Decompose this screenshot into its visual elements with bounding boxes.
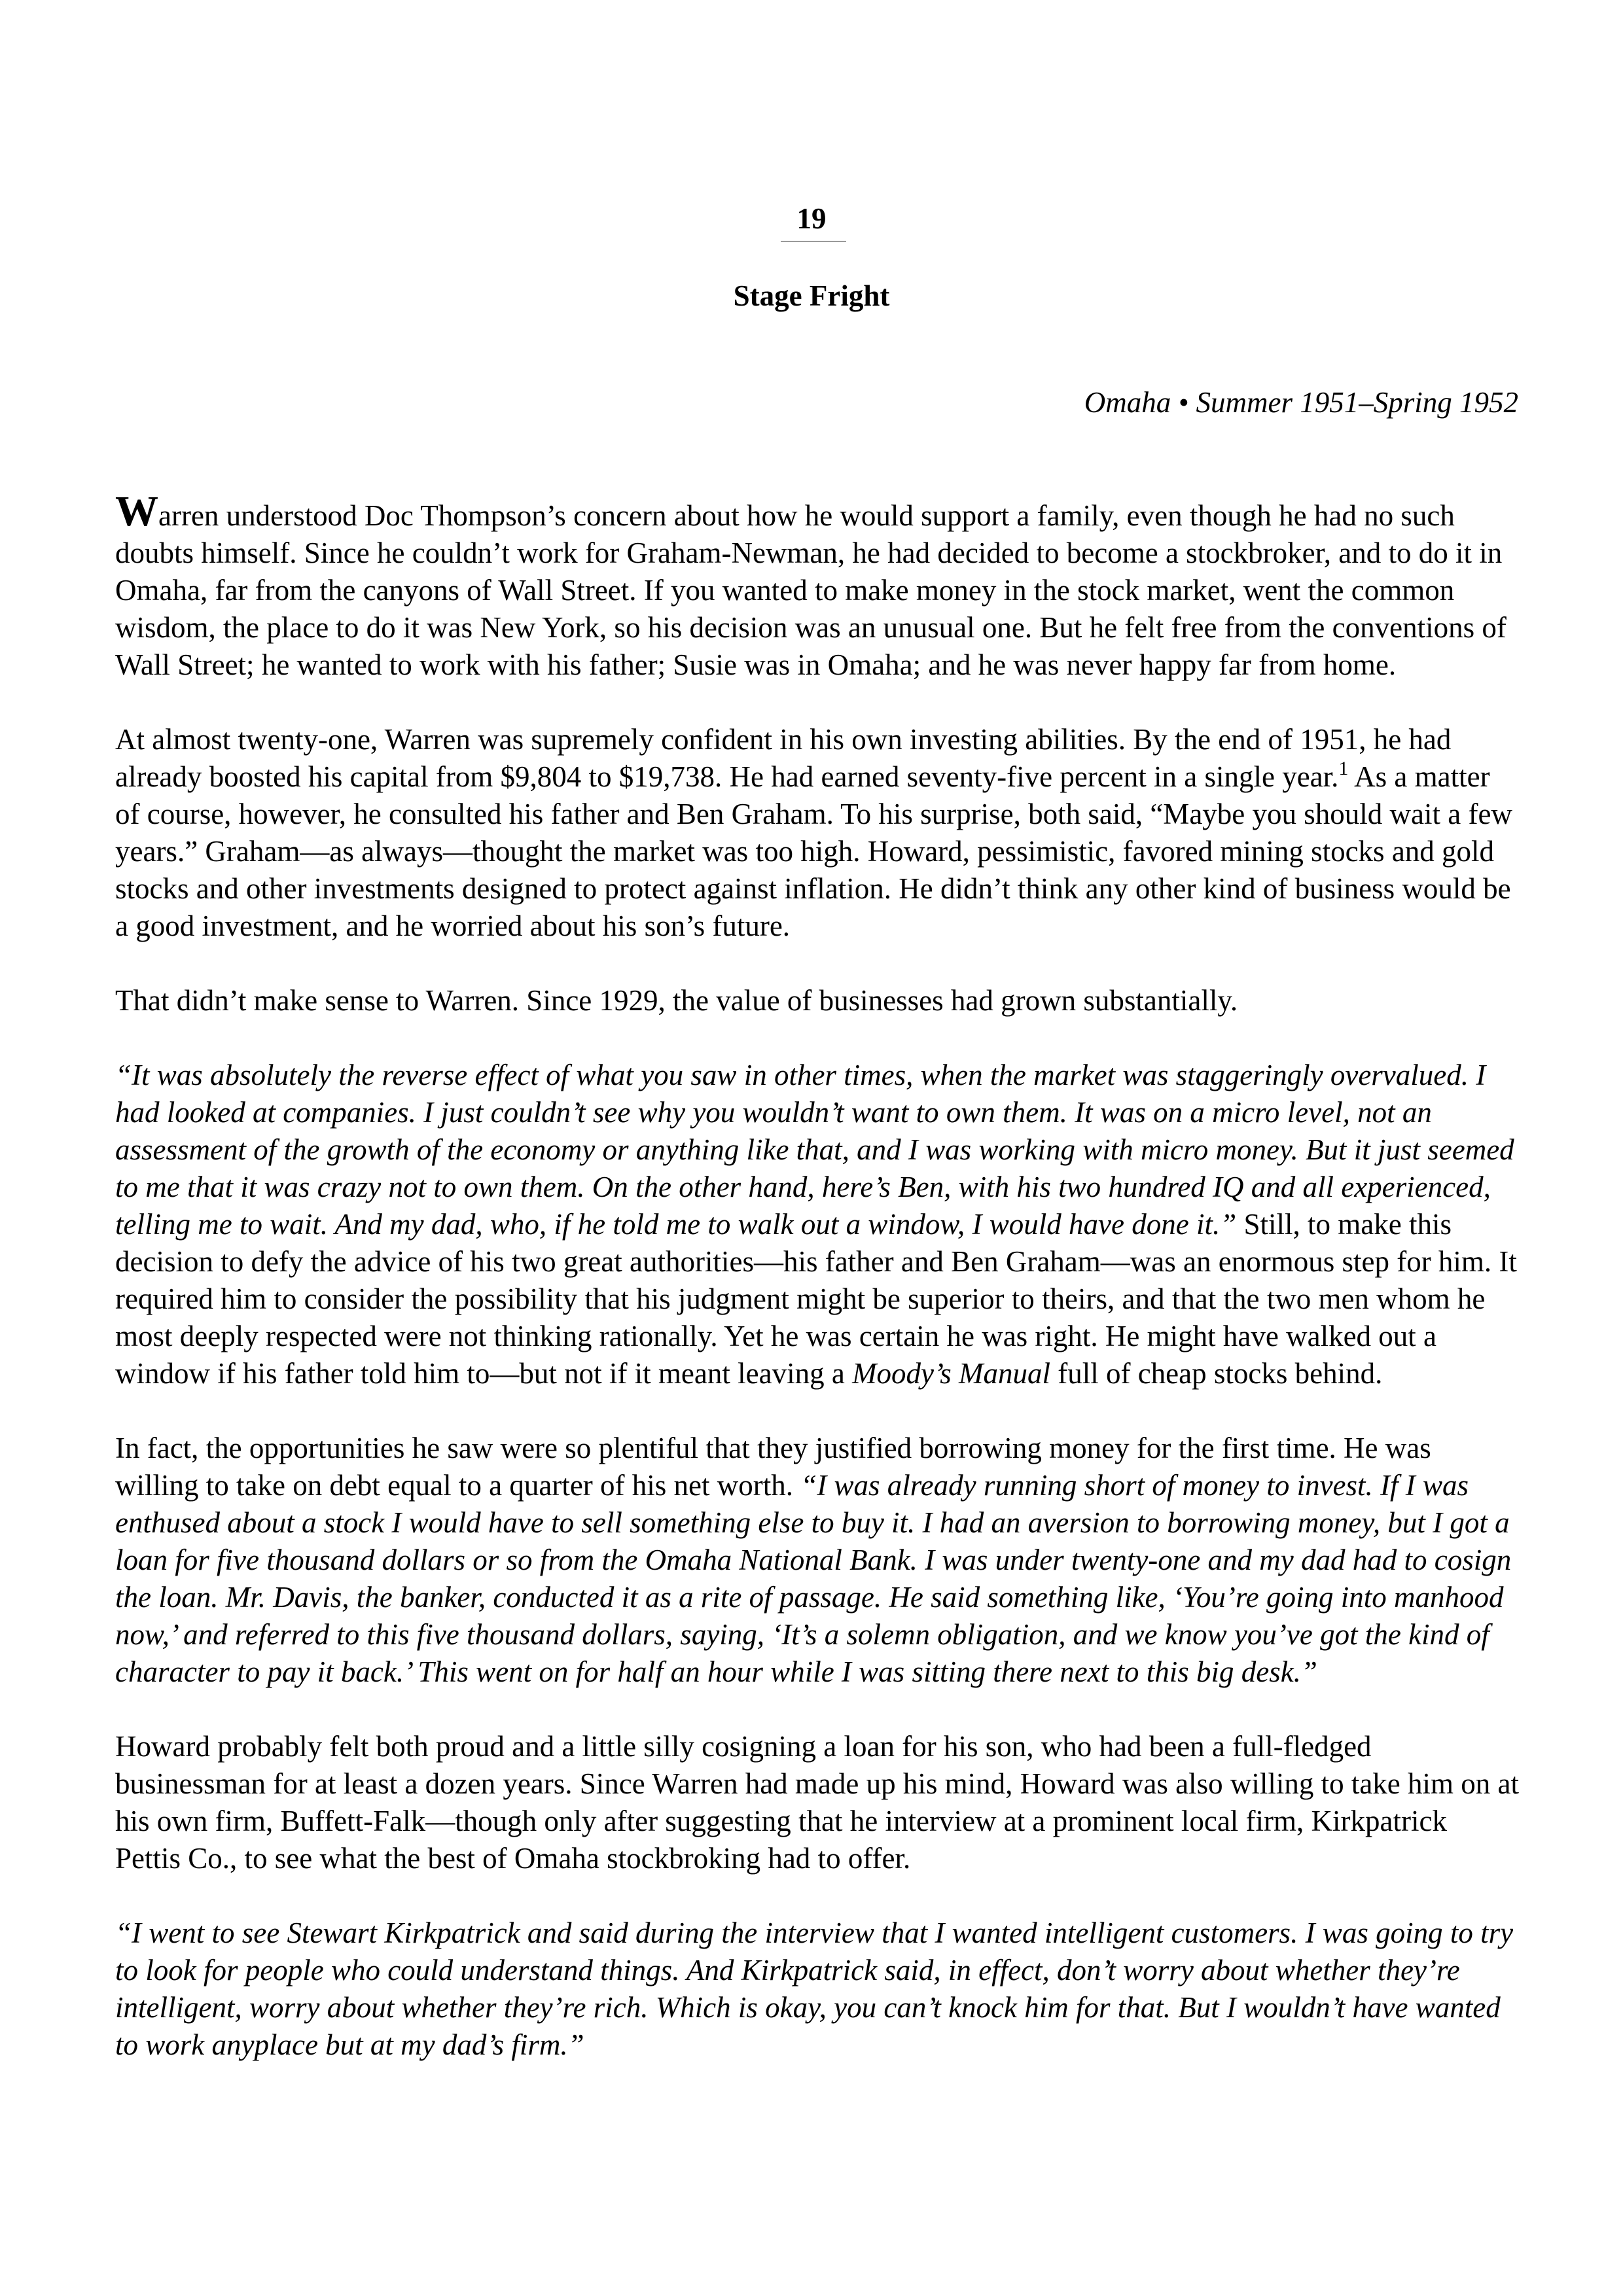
chapter-number: 19 (796, 202, 827, 235)
paragraph-7 (115, 1915, 1520, 2064)
paragraph-4 (115, 1057, 1520, 1392)
paragraph-4-text-a: Still, to make this decision to defy the advice of his two great authorities—his father and Ben Graham—was an enormous step for him. It required him to consider the possibility that his judgment might be superior to theirs, and that the two men whom he most deeply respected were not thinking rationally. Yet he was certain he was right. He might have walked out a window if his father told him to—but not if it meant leaving a (115, 1208, 1517, 1390)
paragraph-6 (115, 1728, 1520, 1877)
paragraph-6-text: Howard probably felt both proud and a little silly cosigning a loan for his son, who had been a full-fledged businessman for at least a dozen years. Since Warren had made up his mind, Howard was also willing to take him on at his own firm, Buffett-Falk—though only after suggesting that he interview at a prominent local firm, Kirkpatrick Pettis Co., to see what the best of Omaha stockbroking had to offer. (115, 1730, 1520, 1875)
paragraph-5-quote: “I was already running short of money to invest. If I was enthused about a stock I would have to sell something else to buy it. I had an aversion to borrowing money, but I got a loan for five thousand dollars or so from the Omaha National Bank. I was under twenty-one and my dad had to cosign the loan. Mr. Davis, the banker, conducted it as a rite of passage. He said something like, ‘You’re going into manhood now,’ and referred to this five thousand dollars, saying, ‘It’s a solemn obligation, and we know you’ve got the kind of character to pay it back.’ This went on for half an hour while I was sitting there next to this big desk.” (115, 1469, 1512, 1688)
paragraph-4-quote: “It was absolutely the reverse effect of what you saw in other times, when the market was staggeringly overvalued. I had looked at companies. I just couldn’t see why you wouldn’t want to own them. It was on a micro level, not an assessment of the growth of the economy or anything like that, and I was working with micro money. But it just seemed to me that it was crazy not to own them. On the other hand, here’s Ben, with his two hundred IQ and all experienced, telling me to wait. And my dad, who, if he told me to walk out a window, I would have done it.” (115, 1059, 1514, 1241)
chapter-body (115, 487, 1520, 2064)
paragraph-1-text: arren understood Doc Thompson’s concern about how he would support a family, even though he had no such doubts himself. Since he couldn’t work for Graham-Newman, he had decided to become a stockbroker, and to do it in Omaha, far from the canyons of Wall Street. If you wanted to make money in the stock market, went the common wisdom, the place to do it was New York, so his decision was an unusual one. But he felt free from the conventions of Wall Street; he wanted to work with his father; Susie was in Omaha; and he was never happy far from home. (115, 499, 1507, 681)
paragraph-5 (115, 1430, 1520, 1691)
chapter-title: Stage Fright (733, 279, 890, 312)
chapter-epigraph: Omaha • Summer 1951–Spring 1952 (1084, 386, 1518, 419)
paragraph-7-quote: “I went to see Stewart Kirkpatrick and said during the interview that I wanted intelligent customers. I was going to try to look for people who could understand things. And Kirkpatrick said, in effect, don’t worry about whether they’re intelligent, worry about whether they’re rich. Which is okay, you can’t knock him for that. But I wouldn’t have wanted to work anyplace but at my dad’s firm.” (115, 1916, 1514, 2061)
paragraph-3-text: That didn’t make sense to Warren. Since 1929, the value of businesses had grown substantially. (115, 984, 1238, 1017)
paragraph-2-text-b: As a matter of course, however, he consulted his father and Ben Graham. To his surprise, both said, “Maybe you should wait a few years.” Graham—as always—thought the market was too high. Howard, pessimistic, favored mining stocks and gold stocks and other investments designed to protect against inflation. He didn’t think any other kind of business would be a good investment, and he worried about his son’s future. (115, 760, 1512, 942)
book-title-moodys-manual: Moody’s Manual (852, 1357, 1050, 1390)
footnote-marker[interactable]: 1 (1338, 758, 1349, 779)
paragraph-2-text-a: At almost twenty-one, Warren was supremely confident in his own investing abilities. By the end of 1951, he had already boosted his capital from $9,804 to $19,738. He had earned seventy-five percent in a single year. (115, 723, 1452, 793)
paragraph-3 (115, 982, 1520, 1019)
paragraph-4-text-b: full of cheap stocks behind. (1050, 1357, 1383, 1390)
paragraph-1 (115, 487, 1520, 684)
paragraph-5-text: In fact, the opportunities he saw were so plentiful that they justified borrowing money for the first time. He was willing to take on debt equal to a quarter of his net worth. (115, 1432, 1431, 1502)
chapter-number-rule (781, 241, 846, 242)
drop-cap: W (115, 487, 158, 535)
paragraph-2 (115, 721, 1520, 945)
